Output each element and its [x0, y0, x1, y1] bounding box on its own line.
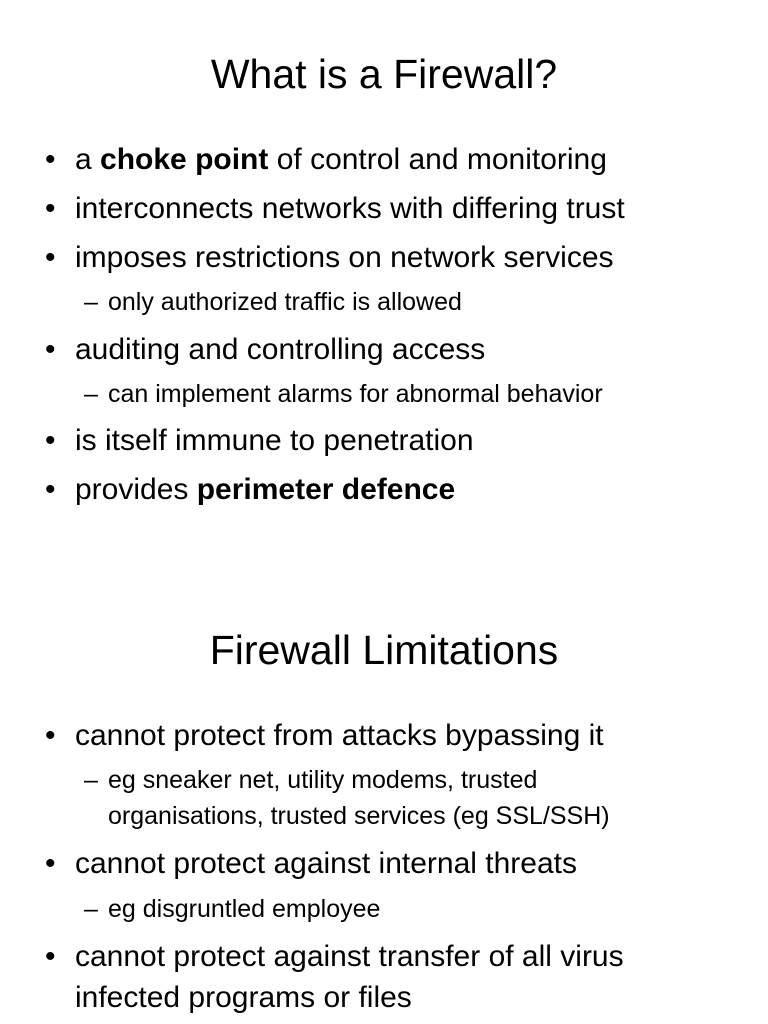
bullet-text: of control and monitoring: [268, 143, 607, 176]
bullet-text: provides: [75, 473, 197, 506]
dash-icon: –: [84, 288, 98, 316]
sub-bullet-text: only authorized traffic is allowed: [108, 288, 462, 316]
bullet-text: auditing and controlling access: [75, 333, 486, 366]
bullet-icon: •: [45, 143, 56, 176]
list-item: [45, 424, 474, 457]
list-item-continuation: [75, 983, 412, 1013]
list-item: [45, 473, 456, 506]
list-item: [45, 940, 624, 973]
bullet-text: cannot protect from attacks bypassing it: [75, 719, 604, 752]
bullet-text: a: [75, 143, 101, 176]
bullet-icon: •: [45, 424, 56, 457]
sub-list-item: [84, 288, 462, 316]
sub-list-item: [84, 380, 603, 408]
bullet-icon: •: [45, 333, 56, 366]
sub-bullet-text: eg disgruntled employee: [108, 895, 381, 923]
bullet-text: infected programs or files: [75, 981, 412, 1014]
list-item: [45, 241, 614, 274]
bullet-emphasis: choke point: [100, 143, 269, 176]
sub-list-item: [84, 895, 381, 923]
bullet-text: cannot protect against transfer of all virus: [75, 940, 624, 973]
bullet-emphasis: perimeter defence: [196, 473, 456, 506]
dash-icon: –: [84, 895, 98, 923]
bullet-icon: •: [45, 473, 56, 506]
list-item: [45, 333, 486, 366]
slide-title: Firewall Limitations: [209, 627, 559, 673]
bullet-icon: •: [45, 241, 56, 274]
list-item: [45, 143, 607, 176]
sub-bullet-text: organisations, trusted services (eg SSL/SSH): [108, 802, 610, 830]
bullet-text: is itself immune to penetration: [75, 424, 474, 457]
sub-bullet-text: can implement alarms for abnormal behavior: [108, 380, 603, 408]
bullet-icon: •: [45, 847, 56, 880]
bullet-icon: •: [45, 719, 56, 752]
sub-bullet-text: eg sneaker net, utility modems, trusted: [108, 766, 538, 794]
bullet-icon: •: [45, 192, 56, 225]
list-item: [45, 719, 604, 752]
sub-list-item: [84, 766, 538, 794]
list-item: [45, 847, 577, 880]
bullet-text: imposes restrictions on network services: [75, 241, 614, 274]
dash-icon: –: [84, 766, 98, 794]
bullet-icon: •: [45, 940, 56, 973]
bullet-text: interconnects networks with differing trust: [75, 192, 625, 225]
dash-icon: –: [84, 380, 98, 408]
sub-list-item-continuation: [108, 804, 610, 829]
slide-title: What is a Firewall?: [210, 51, 558, 97]
list-item: [45, 192, 625, 225]
bullet-text: cannot protect against internal threats: [75, 847, 577, 880]
